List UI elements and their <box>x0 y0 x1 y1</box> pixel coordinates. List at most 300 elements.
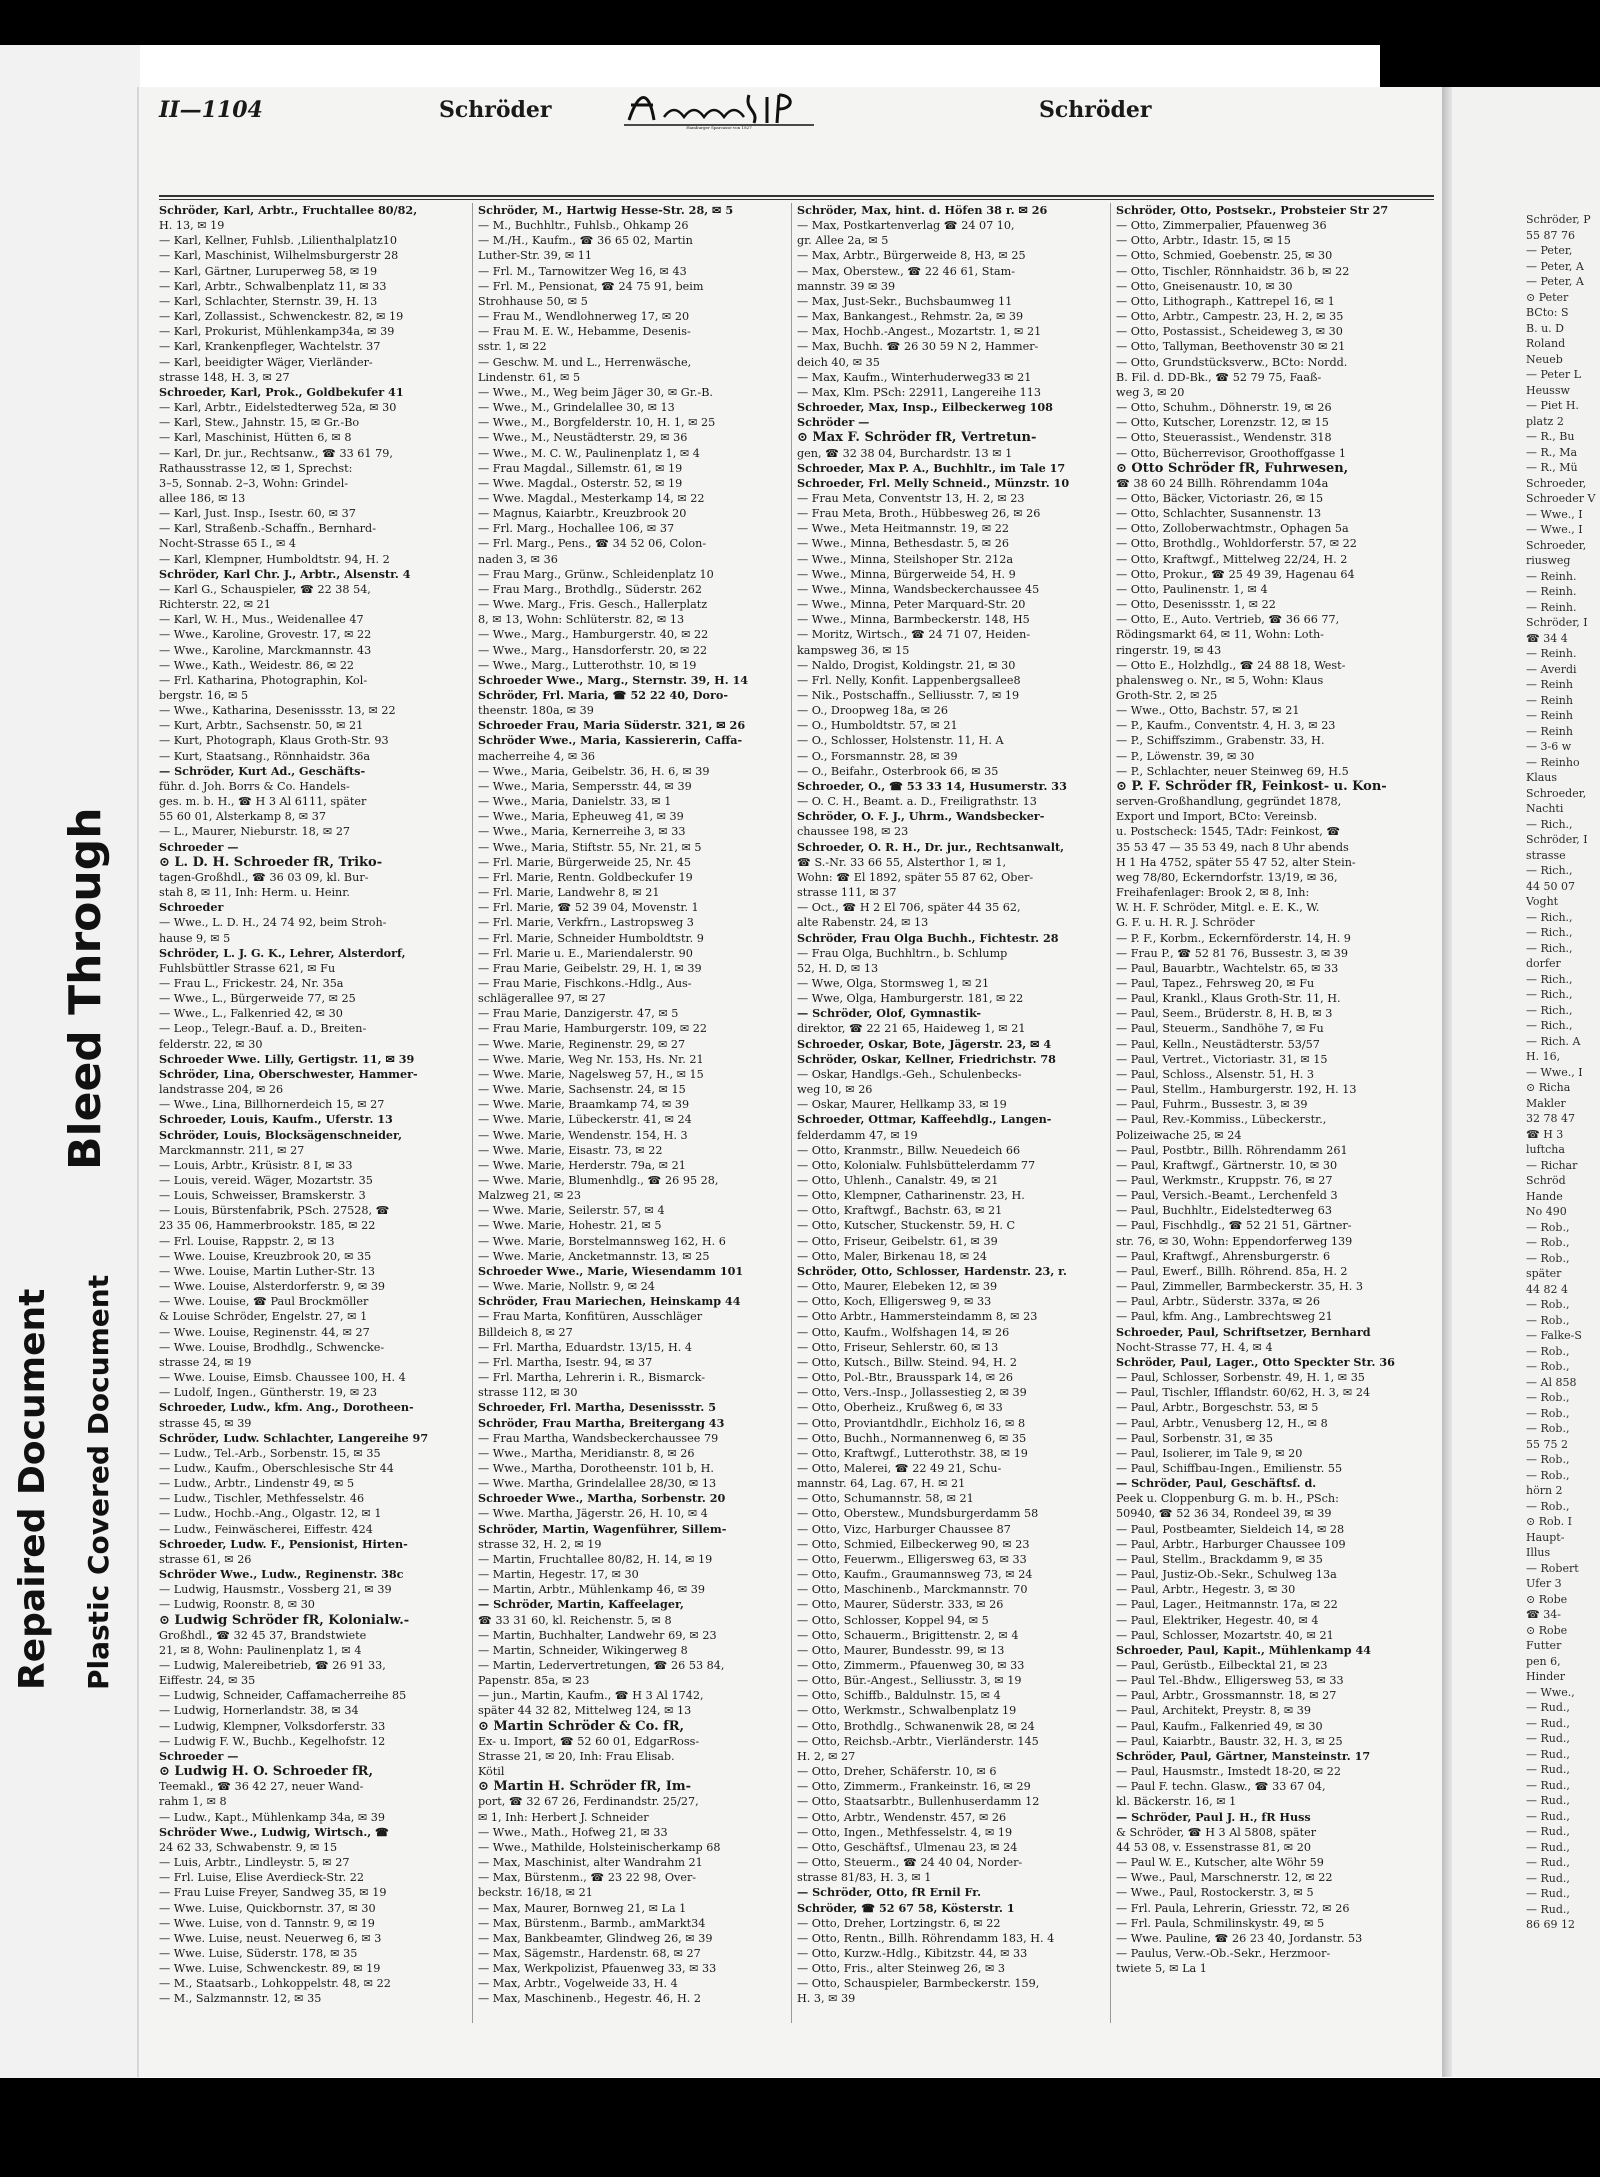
directory-entry: ⊙ Otto Schröder fR, Fuhrwesen, <box>1116 460 1349 476</box>
directory-entry: — Wwe. Luise, von d. Tannstr. 9, ✉ 19 <box>159 1916 375 1930</box>
next-page-entry: — Richar <box>1526 1158 1578 1172</box>
directory-entry: — Martin, Arbtr., Mühlenkamp 46, ✉ 39 <box>478 1583 706 1597</box>
directory-entry: — Ludwig, Malereibetrieb, ☎ 26 91 33, <box>159 1659 386 1672</box>
next-page-entry: Neueb <box>1526 352 1563 366</box>
next-page-entry: — Al 858 <box>1526 1375 1577 1389</box>
header-right-keyword: Schröder <box>1039 97 1152 123</box>
directory-entry: 24 62 33, Schwabenstr. 9, ✉ 15 <box>159 1840 338 1854</box>
directory-entry: tagen-Großhdl., ☎ 36 03 09, kl. Bur- <box>159 870 369 884</box>
directory-entry: — Paul, Architekt, Preystr. 8, ✉ 39 <box>1116 1704 1311 1718</box>
next-page-entry: — Rud., <box>1526 1763 1570 1776</box>
directory-entry: — Otto, Klempner, Catharinenstr. 23, H. <box>797 1189 1025 1203</box>
directory-entry: — Frl. Marie, ☎ 52 39 04, Movenstr. 1 <box>478 901 699 915</box>
directory-entry: — Wwe., Lina, Billhornerdeich 15, ✉ 27 <box>159 1098 385 1112</box>
directory-entry: — Wwe. Marie, Reginenstr. 29, ✉ 27 <box>478 1037 686 1051</box>
next-page-entry: — Reinh. <box>1526 569 1577 583</box>
directory-entry: Eiffestr. 24, ✉ 35 <box>159 1674 256 1688</box>
directory-entry: G. F. u. H. R. J. Schröder <box>1116 916 1255 930</box>
next-page-entry: Roland <box>1526 337 1566 350</box>
directory-entry: Schroeder, Frl. Martha, Desenissstr. 5 <box>478 1400 716 1415</box>
directory-entry: — Wwe., M. C. W., Paulinenplatz 1, ✉ 4 <box>478 446 700 460</box>
directory-entry: hause 9, ✉ 5 <box>159 931 231 945</box>
directory-entry: — Martin, Hegestr. 17, ✉ 30 <box>478 1568 639 1582</box>
directory-entry: — Otto, Friseur, Sehlerstr. 60, ✉ 13 <box>797 1340 999 1354</box>
directory-entry: — Martin, Schneider, Wikingerweg 8 <box>478 1643 688 1657</box>
directory-entry: — Wwe., M., Grindelallee 30, ✉ 13 <box>478 401 675 415</box>
directory-entry: — Otto, Grundstücksverw., BCto: Nordd. <box>1116 355 1348 369</box>
directory-entry: Schroeder Wwe., Marie, Wiesendamm 101 <box>478 1263 744 1278</box>
directory-entry: — Karl, Zollassist., Schwenckestr. 82, ✉ 19 <box>159 310 404 324</box>
directory-entry: — P., Schiffszimm., Grabenstr. 33, H. <box>1116 734 1325 748</box>
directory-entry: Rathausstrasse 12, ✉ 1, Sprechst: <box>159 461 353 475</box>
directory-entry: — Martin, Ledervertretungen, ☎ 26 53 84, <box>478 1659 725 1672</box>
directory-entry: kampsweg 36, ✉ 15 <box>797 643 910 657</box>
next-page-entry: — R., Ma <box>1526 445 1578 459</box>
next-page-entry: — Peter, A <box>1526 275 1584 288</box>
directory-entry: Strasse 21, ✉ 20, Inh: Frau Elisab. <box>478 1749 675 1763</box>
directory-entry: — Paul, Steuerm., Sandhöhe 7, ✉ Fu <box>1116 1022 1324 1036</box>
next-page-entry: — Rich., <box>1526 941 1573 955</box>
column-4 <box>1116 203 1426 1976</box>
next-page-entry: Klaus <box>1526 771 1558 784</box>
next-page-entry: — Rich., <box>1526 1019 1573 1032</box>
next-page-entry: — Reinh. <box>1526 600 1577 614</box>
next-page-entry: Voght <box>1526 895 1559 908</box>
directory-entry: — Karl, Arbtr., Schwalbenplatz 11, ✉ 33 <box>159 279 387 293</box>
directory-entry: — M., Buchhltr., Fuhlsb., Ohkamp 26 <box>478 219 689 233</box>
directory-entry: — Otto, Schauerm., Brigittenstr. 2, ✉ 4 <box>797 1628 1019 1642</box>
directory-entry: — Otto, Zolloberwachtmstr., Ophagen 5a <box>1116 522 1349 536</box>
directory-entry: — O., Droopweg 18a, ✉ 26 <box>797 704 948 718</box>
directory-entry: strasse 32, H. 2, ✉ 19 <box>478 1537 602 1551</box>
directory-entry: — Otto, Maurer, Bundesstr. 99, ✉ 13 <box>797 1643 1005 1657</box>
directory-entry: — Frl. Marie u. E., Mariendalerstr. 90 <box>478 946 693 960</box>
directory-entry: — Wwe. Magdal., Mesterkamp 14, ✉ 22 <box>478 491 705 505</box>
directory-entry: — Karl G., Schauspieler, ☎ 22 38 54, <box>159 582 371 596</box>
directory-entry: — Paul W. E., Kutscher, alte Wöhr 59 <box>1116 1856 1324 1870</box>
directory-entry: — Kurt, Staatsang., Rönnhaidstr. 36a <box>159 749 371 763</box>
directory-entry: — Max, Bürstenm., ☎ 23 22 98, Over- <box>478 1871 697 1885</box>
directory-entry: — Paul, Stellm., Brackdamm 9, ✉ 35 <box>1116 1552 1323 1566</box>
directory-entry: felderdamm 47, ✉ 19 <box>797 1128 918 1142</box>
directory-entry: & Louise Schröder, Engelstr. 27, ✉ 1 <box>159 1310 368 1324</box>
directory-entry: — Wwe., Maria, Geibelstr. 36, H. 6, ✉ 39 <box>478 764 710 778</box>
next-page-entry: Illus <box>1526 1546 1551 1559</box>
header-left-keyword: Schröder <box>439 97 552 123</box>
next-page-entry: — Rud., <box>1526 1871 1570 1885</box>
directory-entry: — Geschw. M. und L., Herrenwäsche, <box>478 355 692 369</box>
logo-text: Hamburger Sparcasse von 1827 <box>686 125 752 130</box>
directory-entry: Schröder, Otto, Schlosser, Hardenstr. 23, r. <box>797 1263 1067 1278</box>
directory-entry: strasse 148, H. 3, ✉ 27 <box>159 370 290 384</box>
next-page-entry: Schroeder V <box>1526 492 1596 505</box>
directory-entry: — Wwe., Meta Heitmannstr. 19, ✉ 22 <box>797 522 1010 536</box>
directory-entry: — Otto, Kolonialw. Fuhlsbüttelerdamm 77 <box>797 1158 1036 1172</box>
directory-entry: — Wwe. Marg., Fris. Gesch., Hallerplatz <box>478 598 708 612</box>
directory-entry: — Paul, Bauarbtr., Wachtelstr. 65, ✉ 33 <box>1116 961 1339 975</box>
directory-entry: Schroeder, Ludw., kfm. Ang., Dorotheen- <box>159 1400 414 1415</box>
directory-entry: — Frl. M., Tarnowitzer Weg 16, ✉ 43 <box>478 264 687 278</box>
directory-entry: — Paul, Vertret., Victoriastr. 31, ✉ 15 <box>1116 1052 1328 1066</box>
directory-entry: — Paul, Tischler, Ifflandstr. 60/62, H. 3, ✉ 24 <box>1116 1386 1371 1400</box>
directory-entry: gr. Allee 2a, ✉ 5 <box>797 234 889 248</box>
directory-entry: — Wwe. Marie, Hohestr. 21, ✉ 5 <box>478 1219 662 1233</box>
directory-entry: — Wwe. Louise, ☎ Paul Brockmöller <box>159 1295 369 1309</box>
directory-entry: — Otto, Friseur, Geibelstr. 61, ✉ 39 <box>797 1234 998 1248</box>
next-page-entry: B. u. D <box>1526 321 1564 335</box>
directory-entry: — Wwe., Math., Hofweg 21, ✉ 33 <box>478 1825 668 1839</box>
directory-entry: — Otto, Pol.-Btr., Brausspark 14, ✉ 26 <box>797 1371 1013 1385</box>
directory-entry: mannstr. 64, Lag. 67, H. ✉ 21 <box>797 1477 966 1491</box>
next-page-entry: — Rob., <box>1526 1298 1570 1311</box>
directory-entry: — Karl, beeidigter Wäger, Vierländer- <box>159 355 373 369</box>
directory-entry: — Karl, Gärtner, Luruperweg 58, ✉ 19 <box>159 264 378 278</box>
directory-entry: Schroeder Frau, Maria Süderstr. 321, ✉ 26 <box>478 718 746 733</box>
directory-entry: — Ludw., Kapt., Mühlenkamp 34a, ✉ 39 <box>159 1810 386 1824</box>
directory-entry: — Wwe., Otto, Bachstr. 57, ✉ 21 <box>1116 704 1300 718</box>
directory-entry: — Frau Meta, Broth., Hübbesweg 26, ✉ 26 <box>797 507 1041 521</box>
directory-entry: — Paul, Krankl., Klaus Groth-Str. 11, H. <box>1116 992 1341 1006</box>
directory-entry: strasse 81/83, H. 3, ✉ 1 <box>797 1871 932 1885</box>
directory-entry: — Karl, Maschinist, Hütten 6, ✉ 8 <box>159 431 352 445</box>
directory-entry: — Oskar, Maurer, Hellkamp 33, ✉ 19 <box>797 1098 1007 1112</box>
directory-entry: — Wwe. Pauline, ☎ 26 23 40, Jordanstr. 53 <box>1116 1931 1363 1945</box>
directory-entry: — Wwe. Luise, Quickbornstr. 37, ✉ 30 <box>159 1901 376 1915</box>
directory-entry: — Otto, Buchh., Normannenweg 6, ✉ 35 <box>797 1431 1027 1445</box>
directory-entry: — Max, Arbtr., Bürgerweide 8, H3, ✉ 25 <box>797 249 1026 263</box>
directory-entry: — Frau Marg., Brothdlg., Süderstr. 262 <box>478 582 702 596</box>
directory-entry: strasse 61, ✉ 26 <box>159 1552 252 1566</box>
directory-entry: Schröder, O. F. J., Uhrm., Wandsbecker- <box>797 809 1045 824</box>
directory-entry: — Otto, Schauspieler, Barmbeckerstr. 159, <box>797 1977 1040 1991</box>
directory-entry: rahm 1, ✉ 8 <box>159 1795 227 1809</box>
directory-entry: — Wwe., Minna, Bürgerweide 54, H. 9 <box>797 567 1016 581</box>
directory-entry: — Ludw., Tischler, Methfesselstr. 46 <box>159 1492 365 1506</box>
directory-entry: — Wwe., Martha, Dorotheenstr. 101 b, H. <box>478 1461 714 1475</box>
directory-entry: Schroeder, Ottmar, Kaffeehdlg., Langen- <box>797 1112 1052 1127</box>
directory-entry: — Wwe. Marie, Wendenstr. 154, H. 3 <box>478 1128 688 1142</box>
directory-entry: Schroeder, Paul, Schriftsetzer, Bernhard <box>1116 1324 1371 1339</box>
directory-entry: — Otto, Vizc, Harburger Chaussee 87 <box>797 1522 1011 1536</box>
next-page-entry: No 490 <box>1526 1205 1567 1218</box>
directory-entry: — Otto, Vers.-Insp., Jollassestieg 2, ✉ 39 <box>797 1386 1027 1400</box>
next-page-entry: — Rich., <box>1526 972 1573 986</box>
next-page-entry: Schroeder, <box>1526 476 1587 490</box>
directory-entry: — Frau Magdal., Sillemstr. 61, ✉ 19 <box>478 461 683 475</box>
directory-entry: ⊙ Max F. Schröder fR, Vertretun- <box>797 430 1037 446</box>
directory-entry: 8, ✉ 13, Wohn: Schlüterstr. 82, ✉ 13 <box>478 613 685 627</box>
directory-entry: Schröder, Frau Martha, Breitergang 43 <box>478 1415 725 1430</box>
directory-entry: — Otto, Staatsarbtr., Bullenhuserdamm 12 <box>797 1795 1040 1809</box>
directory-entry: strasse 24, ✉ 19 <box>159 1355 252 1369</box>
directory-entry: — Paul, Stellm., Hamburgerstr. 192, H. 13 <box>1116 1083 1357 1097</box>
directory-entry: ringerstr. 19, ✉ 43 <box>1116 643 1222 657</box>
directory-entry: — Karl, Arbtr., Eidelstedterweg 52a, ✉ 30 <box>159 401 397 415</box>
directory-entry: — Wwe., Minna, Bethesdastr. 5, ✉ 26 <box>797 537 1009 551</box>
directory-entry: 55 60 01, Alsterkamp 8, ✉ 37 <box>159 810 326 824</box>
column-3 <box>797 203 1107 2007</box>
directory-entry: Schroeder, Max P. A., Buchhltr., im Tale 17 <box>797 460 1066 475</box>
directory-entry: — Otto, Tischler, Rönnhaidstr. 36 b, ✉ 22 <box>1116 264 1350 278</box>
directory-entry: stah 8, ✉ 11, Inh: Herm. u. Heinr. <box>159 886 350 900</box>
directory-entry: — Wwe., M., Weg beim Jäger 30, ✉ Gr.-B. <box>478 385 713 399</box>
directory-entry: — Frl. Marie, Bürgerweide 25, Nr. 45 <box>478 855 691 869</box>
directory-entry: Nocht-Strasse 65 I., ✉ 4 <box>159 537 297 551</box>
directory-entry: — Ludw., Kaufm., Oberschlesische Str 44 <box>159 1461 394 1475</box>
next-page-column <box>1452 87 1600 1933</box>
directory-entry: deich 40, ✉ 35 <box>797 355 880 369</box>
directory-entry: — Otto, Kurzw.-Hdlg., Kibitzstr. 44, ✉ 33 <box>797 1946 1028 1960</box>
directory-entry: Schröder, Karl Chr. J., Arbtr., Alsenstr. 4 <box>159 566 411 581</box>
directory-entry: — Otto, Gneisenaustr. 10, ✉ 30 <box>1116 279 1293 293</box>
directory-entry: — Paul, Postbtr., Billh. Röhrendamm 261 <box>1116 1143 1348 1157</box>
next-page-entry: — Reinho <box>1526 755 1580 769</box>
directory-entry: — Otto E., Holzhdlg., ☎ 24 88 18, West- <box>1116 658 1346 672</box>
directory-entry: Luther-Str. 39, ✉ 11 <box>478 249 592 263</box>
directory-entry: — Paul, Hausmstr., Imstedt 18-20, ✉ 22 <box>1116 1765 1341 1779</box>
directory-entry: — Louis, Schweisser, Bramskerstr. 3 <box>159 1189 366 1203</box>
directory-entry: — Paul, Isolierer, im Tale 9, ✉ 20 <box>1116 1446 1303 1460</box>
directory-entry: — Otto, Schumannstr. 58, ✉ 21 <box>797 1492 974 1506</box>
directory-entry: Schröder Wwe., Maria, Kassiererin, Caffa- <box>478 733 743 748</box>
directory-entry: alte Rabenstr. 24, ✉ 13 <box>797 916 929 930</box>
directory-entry: — Schröder, Paul J. H., fR Huss <box>1116 1809 1311 1824</box>
directory-entry: — Karl, W. H., Mus., Weidenallee 47 <box>159 613 364 627</box>
directory-entry: — Wwe. Marie, Eisastr. 73, ✉ 22 <box>478 1143 663 1157</box>
directory-entry: — Frl. Katharina, Photographin, Kol- <box>159 673 368 687</box>
directory-entry: H. 2, ✉ 27 <box>797 1749 856 1763</box>
directory-entry: — Max, Bürstenm., Barmb., amMarkt34 <box>478 1916 706 1930</box>
directory-entry: ✉ 1, Inh: Herbert J. Schneider <box>478 1810 649 1824</box>
directory-entry: — Max, Oberstew., ☎ 22 46 61, Stam- <box>797 264 1016 278</box>
directory-entry: — Paul, Fischhdlg., ☎ 52 21 51, Gärtner- <box>1116 1219 1352 1233</box>
directory-entry: — Otto, Schlosser, Koppel 94, ✉ 5 <box>797 1613 989 1627</box>
directory-entry: ⊙ Ludwig H. O. Schroeder fR, <box>159 1764 373 1780</box>
directory-entry: 52, H. D, ✉ 13 <box>797 961 879 975</box>
directory-entry: — Wwe., Paul, Marschnerstr. 12, ✉ 22 <box>1116 1871 1333 1885</box>
directory-entry: — Frl. Louise, Rappstr. 2, ✉ 13 <box>159 1234 335 1248</box>
directory-entry: — Frau Marie, Fischkons.-Hdlg., Aus- <box>478 976 692 990</box>
directory-entry: — Ludwig, Hausmstr., Vossberg 21, ✉ 39 <box>159 1583 392 1597</box>
next-page-entry: — Rob., <box>1526 1251 1570 1265</box>
directory-entry: Schroeder, O. R. H., Dr. jur., Rechtsanwalt, <box>797 839 1065 854</box>
directory-entry: — Max, Maschinenb., Hegestr. 46, H. 2 <box>478 1992 702 2006</box>
directory-entry: — Max, Hochb.-Angest., Mozartstr. 1, ✉ 21 <box>797 325 1042 339</box>
directory-entry: — Wwe., Marg., Hamburgerstr. 40, ✉ 22 <box>478 628 709 642</box>
directory-entry: — P. F., Korbm., Eckernförderstr. 14, H. 9 <box>1116 931 1351 945</box>
next-page-entry: Schröd <box>1526 1174 1566 1187</box>
directory-entry: Marckmannstr. 211, ✉ 27 <box>159 1143 305 1157</box>
directory-entry: — Otto, Schmied, Eilbeckerweg 90, ✉ 23 <box>797 1537 1030 1551</box>
directory-entry: — Otto, Tallyman, Beethovenstr 30 ✉ 21 <box>1116 340 1346 354</box>
next-page-entry: H. 16, <box>1526 1050 1561 1063</box>
next-page-entry: — Robert <box>1526 1561 1579 1575</box>
page-number: II—1104 <box>159 97 263 123</box>
directory-entry: — Otto, Kraftwgf., Bachstr. 63, ✉ 21 <box>797 1204 1003 1218</box>
directory-entry: — Max, Maurer, Bornweg 21, ✉ La 1 <box>478 1901 687 1915</box>
directory-entry: Schroeder Wwe. Lilly, Gertigstr. 11, ✉ 39 <box>159 1051 415 1066</box>
next-page-entry: — R., Mü <box>1526 461 1578 474</box>
directory-entry: Schroeder Wwe., Martha, Sorbenstr. 20 <box>478 1491 726 1506</box>
directory-entry: — Otto, Arbtr., Campestr. 23, H. 2, ✉ 35 <box>1116 310 1344 324</box>
directory-entry: u. Postscheck: 1545, TAdr: Feinkost, ☎ <box>1116 825 1341 839</box>
directory-entry: Schröder, Max, hint. d. Höfen 38 r. ✉ 26 <box>797 203 1048 217</box>
directory-entry: — Paul, Fuhrm., Bussestr. 3, ✉ 39 <box>1116 1098 1308 1112</box>
directory-entry: — Otto, Kutscher, Lorenzstr. 12, ✉ 15 <box>1116 416 1329 430</box>
directory-entry: — Wwe. Marie, Nagelsweg 57, H., ✉ 15 <box>478 1067 704 1081</box>
directory-entry: — Ludwig, Roonstr. 8, ✉ 30 <box>159 1598 315 1612</box>
directory-entry: — P., Schlachter, neuer Steinweg 69, H.5 <box>1116 764 1349 778</box>
directory-entry: Schröder, Lina, Oberschwester, Hammer- <box>159 1066 418 1081</box>
directory-entry: 35 53 47 — 35 53 49, nach 8 Uhr abends <box>1116 840 1349 854</box>
next-page-entry: — Wwe., I <box>1526 507 1583 521</box>
directory-entry: — Louis, Bürstenfabrik, PSch. 27528, ☎ <box>159 1204 390 1218</box>
next-page-entry: — Rich., <box>1526 988 1573 1001</box>
directory-entry: Ex- u. Import, ☎ 52 60 01, EdgarRoss- <box>478 1734 700 1748</box>
directory-entry: — Otto, Maurer, Elebeken 12, ✉ 39 <box>797 1280 998 1294</box>
next-page-entry: — Rob., <box>1526 1344 1570 1358</box>
directory-entry: — Otto, Brothdlg., Schwanenwik 28, ✉ 24 <box>797 1719 1035 1733</box>
directory-entry: — O., Schlosser, Holstenstr. 11, H. A <box>797 734 1004 748</box>
repaired-document-label: Repaired Document <box>12 1288 53 1690</box>
directory-entry: — Paul, Kraftwgf., Ahrensburgerstr. 6 <box>1116 1249 1331 1263</box>
next-page-entry: — Rob., <box>1526 1236 1570 1249</box>
directory-entry: — Otto, Arbtr., Wendenstr. 457, ✉ 26 <box>797 1810 1007 1824</box>
directory-entry: — Max, Buchh. ☎ 26 30 59 N 2, Hammer- <box>797 340 1039 354</box>
directory-entry: Schröder, Martin, Wagenführer, Sillem- <box>478 1521 727 1536</box>
directory-entry: — Frau Luise Freyer, Sandweg 35, ✉ 19 <box>159 1886 387 1900</box>
directory-entry: — Otto, Dreher, Schäferstr. 10, ✉ 6 <box>797 1765 997 1779</box>
directory-entry: — Paul, Schlosser, Sorbenstr. 49, H. 1, ✉ 35 <box>1116 1371 1365 1385</box>
directory-entry: — Max, Bankbeamter, Glindweg 26, ✉ 39 <box>478 1931 713 1945</box>
directory-entry: — Wwe., L. D. H., 24 74 92, beim Stroh- <box>159 916 387 930</box>
directory-entry: Schroeder, Oskar, Bote, Jägerstr. 23, ✉ 4 <box>797 1036 1052 1051</box>
directory-entry: — Schröder, Kurt Ad., Geschäfts- <box>159 763 366 778</box>
directory-entry: Schröder, Louis, Blocksägenschneider, <box>159 1127 403 1142</box>
directory-entry: weg 10, ✉ 26 <box>797 1083 873 1097</box>
directory-entry: — Otto, Kranmstr., Billw. Neuedeich 66 <box>797 1143 1021 1157</box>
directory-entry: — Otto, Kaufm., Graumannsweg 73, ✉ 24 <box>797 1568 1033 1582</box>
directory-entry: Schroeder Wwe., Marg., Sternstr. 39, H. 14 <box>478 672 749 687</box>
directory-entry: phalensweg o. Nr., ✉ 5, Wohn: Klaus <box>1116 673 1324 687</box>
directory-entry: — Otto, Prokur., ☎ 25 49 39, Hagenau 64 <box>1116 567 1355 581</box>
directory-entry: ⊙ Ludwig Schröder fR, Kolonialw.- <box>159 1612 410 1628</box>
directory-entry: — Wwe., M., Borgfelderstr. 10, H. 1, ✉ 25 <box>478 416 716 430</box>
directory-entry: chaussee 198, ✉ 23 <box>797 825 909 839</box>
directory-entry: str. 76, ✉ 30, Wohn: Eppendorferweg 139 <box>1116 1234 1353 1248</box>
directory-entry: — Paul, Arbtr., Grossmannstr. 18, ✉ 27 <box>1116 1689 1337 1703</box>
directory-entry: — Wwe. Louise, Martin Luther-Str. 13 <box>159 1264 375 1278</box>
page-gutter <box>1442 87 1452 2077</box>
next-page-entry: ⊙ Robe <box>1526 1623 1568 1637</box>
directory-entry: Strohhause 50, ✉ 5 <box>478 294 588 308</box>
directory-entry: — Ludwig F. W., Buchb., Kegelhofstr. 12 <box>159 1734 386 1748</box>
directory-entry: naden 3, ✉ 36 <box>478 552 558 566</box>
directory-entry: — M., Salzmannstr. 12, ✉ 35 <box>159 1992 322 2006</box>
directory-entry: — Ludwig, Schneider, Caffamacherreihe 85 <box>159 1689 407 1703</box>
directory-entry: — Otto, Feuerwm., Elligersweg 63, ✉ 33 <box>797 1552 1027 1566</box>
directory-entry: mannstr. 39 ✉ 39 <box>797 279 896 293</box>
directory-entry: — Frl. Marg., Hochallee 106, ✉ 37 <box>478 522 675 536</box>
directory-page <box>137 87 1444 2077</box>
directory-entry: — Frau Marta, Konfitüren, Ausschläger <box>478 1310 703 1324</box>
directory-entry: — Schröder, Olof, Gymnastik- <box>797 1006 982 1021</box>
next-page-entry: — Rob., <box>1526 1313 1570 1327</box>
next-page-entry: — Reinh. <box>1526 647 1577 660</box>
directory-entry: — Frl. Paula, Schmilinskystr. 49, ✉ 5 <box>1116 1916 1325 1930</box>
header-rule <box>159 199 1434 200</box>
next-page-entry: — Rud., <box>1526 1809 1570 1823</box>
plastic-covered-label: Plastic Covered Document <box>82 1274 115 1690</box>
directory-columns <box>159 203 1434 2043</box>
directory-entry: — Wwe. Martha, Jägerstr. 26, H. 10, ✉ 4 <box>478 1507 708 1521</box>
directory-entry: — Martin, Fruchtallee 80/82, H. 14, ✉ 19 <box>478 1552 713 1566</box>
next-page-entry: — Wwe., I <box>1526 523 1583 536</box>
directory-entry: gen, ☎ 32 38 04, Burchardstr. 13 ✉ 1 <box>797 446 1013 460</box>
next-page-entry: — Rud., <box>1526 1856 1570 1869</box>
directory-entry: — Otto, Steuerm., ☎ 24 40 04, Norder- <box>797 1856 1023 1870</box>
directory-entry: Schröder, Karl, Arbtr., Fruchtallee 80/82, <box>159 203 418 217</box>
directory-entry: — Otto, Bücherrevisor, Groothoffgasse 1 <box>1116 446 1346 460</box>
directory-entry: macherreihe 4, ✉ 36 <box>478 749 596 763</box>
directory-entry: — Frau M., Wendlohnerweg 17, ✉ 20 <box>478 310 690 324</box>
directory-entry: — Otto, Steuerassist., Wendenstr. 318 <box>1116 431 1332 445</box>
directory-entry: Schroeder <box>159 900 224 915</box>
next-page-entry: — Rob., <box>1526 1453 1570 1466</box>
next-page-entry: — Rob., <box>1526 1220 1570 1234</box>
directory-entry: — Martin, Buchhalter, Landwehr 69, ✉ 23 <box>478 1628 717 1642</box>
directory-entry: Schröder, Oskar, Kellner, Friedrichstr. 78 <box>797 1051 1056 1066</box>
directory-entry: ☎ 33 31 60, kl. Reichenstr. 5, ✉ 8 <box>478 1613 672 1627</box>
directory-entry: — Otto, Arbtr., Idastr. 15, ✉ 15 <box>1116 234 1291 248</box>
next-page-entry: — Rud., <box>1526 1701 1570 1714</box>
directory-entry: — Otto, Bür.-Angest., Selliusstr. 3, ✉ 19 <box>797 1674 1022 1688</box>
directory-entry: strasse 111, ✉ 37 <box>797 886 897 900</box>
directory-entry: — Otto, Zimmerpalier, Pfauenweg 36 <box>1116 219 1327 233</box>
sparcasse-logo <box>619 85 819 134</box>
scan-corner-block <box>1380 45 1600 87</box>
next-page-entry: 55 75 2 <box>1526 1437 1568 1451</box>
directory-entry: serven-Großhandlung, gegründet 1878, <box>1116 795 1342 809</box>
next-page-entry: — Rob., <box>1526 1406 1570 1420</box>
directory-entry: — Otto, Oberstew., Mundsburgerdamm 58 <box>797 1507 1039 1521</box>
directory-entry: — Frau Meta, Conventstr 13, H. 2, ✉ 23 <box>797 491 1025 505</box>
column-2 <box>478 203 788 2007</box>
directory-entry: — Frau Olga, Buchhltrn., b. Schlump <box>797 946 1008 960</box>
directory-entry: — Paul, Kraftwgf., Gärtnerstr. 10, ✉ 30 <box>1116 1158 1338 1172</box>
scan-border-bottom <box>0 2078 1600 2177</box>
directory-entry: felderstr. 22, ✉ 30 <box>159 1037 263 1051</box>
next-page-entry: — Rud., <box>1526 1778 1570 1792</box>
directory-entry: — Ludolf, Ingen., Güntherstr. 19, ✉ 23 <box>159 1386 377 1400</box>
directory-entry: — Otto, Maler, Birkenau 18, ✉ 24 <box>797 1249 988 1263</box>
directory-entry: — Wwe., Minna, Peter Marquard-Str. 20 <box>797 598 1026 612</box>
directory-entry: H. 13, ✉ 19 <box>159 219 225 233</box>
directory-entry: — Oct., ☎ H 2 El 706, später 44 35 62, <box>797 901 1021 915</box>
directory-entry: — Paul, Schlosser, Mozartstr. 40, ✉ 21 <box>1116 1628 1334 1642</box>
directory-entry: — Wwe. Marie, Nollstr. 9, ✉ 24 <box>478 1280 655 1294</box>
directory-entry: — Paul, Arbtr., Süderstr. 337a, ✉ 26 <box>1116 1295 1320 1309</box>
directory-entry: — Wwe., Maria, Stiftstr. 55, Nr. 21, ✉ 5 <box>478 840 702 854</box>
directory-entry: Schröder — <box>797 415 870 430</box>
directory-entry: Schröder, L. J. G. K., Lehrer, Alsterdorf, <box>159 945 406 960</box>
directory-entry: Peek u. Cloppenburg G. m. b. H., PSch: <box>1116 1492 1339 1506</box>
next-page-entry: später <box>1526 1267 1562 1280</box>
directory-entry: — Frau Marie, Geibelstr. 29, H. 1, ✉ 39 <box>478 961 702 975</box>
directory-entry: kl. Bäckerstr. 16, ✉ 1 <box>1116 1795 1237 1809</box>
directory-entry: — Wwe., Karoline, Marckmannstr. 43 <box>159 643 372 657</box>
directory-entry: — Schröder, Paul, Geschäftsf. d. <box>1116 1476 1317 1491</box>
